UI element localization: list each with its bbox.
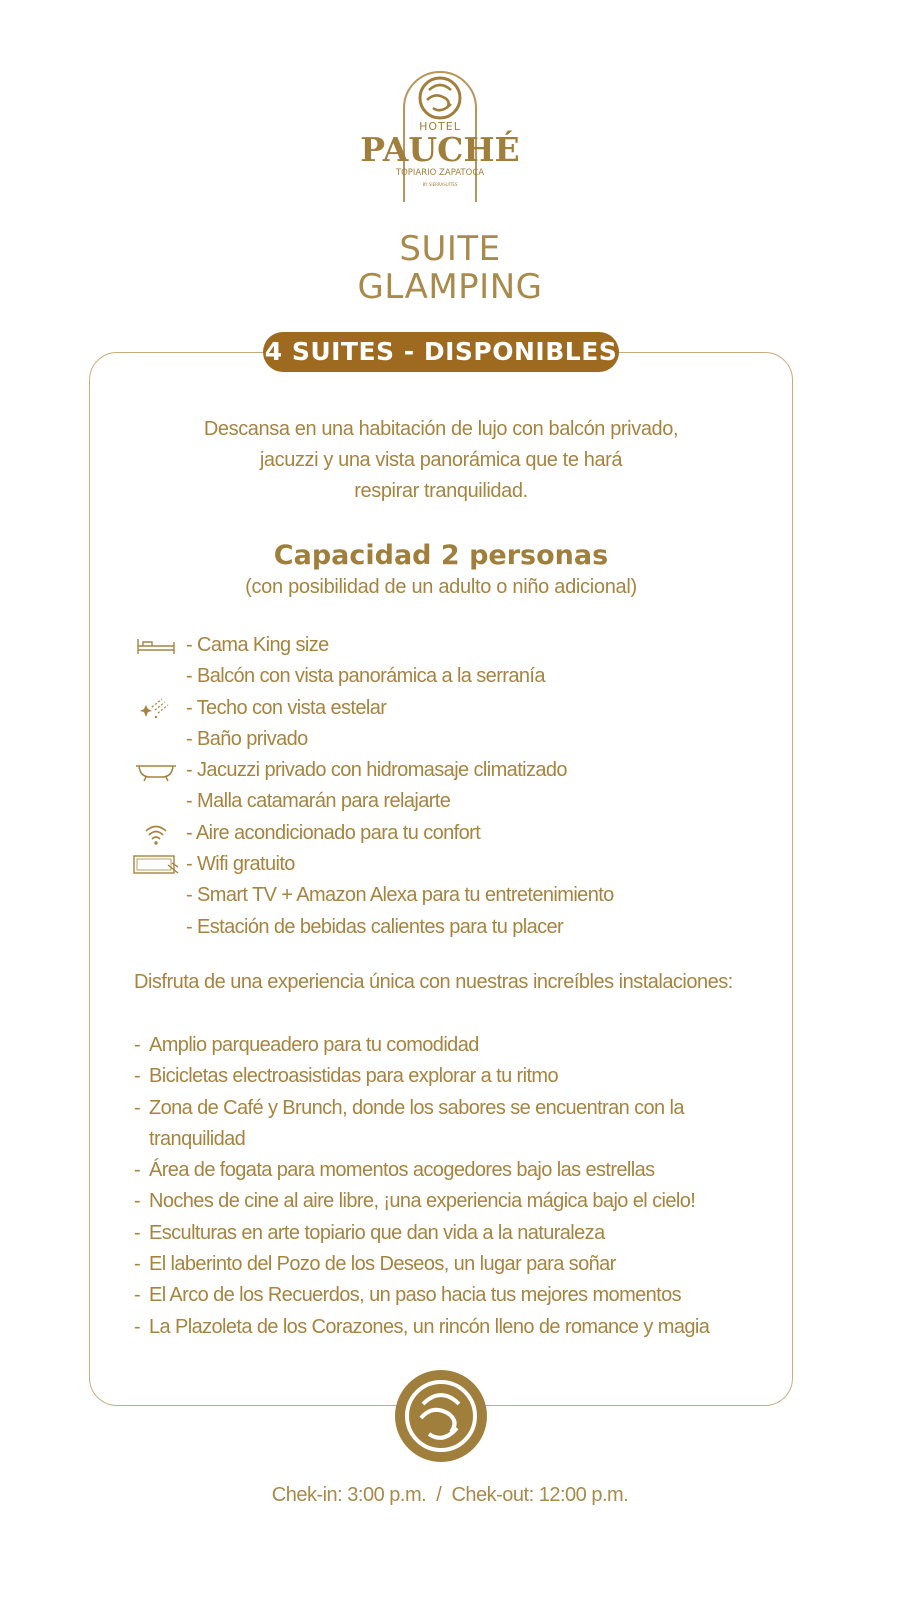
amenity-text: - Malla catamarán para relajarte xyxy=(186,790,451,813)
amenities-list xyxy=(130,630,770,943)
tv-icon xyxy=(132,853,180,877)
title-line-2: GLAMPING xyxy=(357,267,543,307)
svg-text:BY SIERRASUITES: BY SIERRASUITES xyxy=(422,182,458,187)
facility-item: - Bicicletas electroasistidas para explorar a tu ritmo xyxy=(134,1061,774,1092)
amenity-item xyxy=(130,786,770,817)
intro-line-3: respirar tranquilidad. xyxy=(354,480,528,502)
facility-item: - Área de fogata para momentos acogedores bajo las estrellas xyxy=(134,1155,774,1186)
checkin-checkout-times: Chek-in: 3:00 p.m. / Chek-out: 12:00 p.m. xyxy=(271,1484,629,1506)
amenity-text: - Baño privado xyxy=(186,727,308,750)
stars-icon xyxy=(132,697,180,721)
amenity-item xyxy=(130,818,770,849)
facility-item: - La Plazoleta de los Corazones, un rincón lleno de romance y magia xyxy=(134,1312,774,1343)
hotel-pauche-logo xyxy=(360,68,520,204)
bathtub-icon xyxy=(132,759,180,783)
amenity-text: - Aire acondicionado para tu confort xyxy=(186,821,481,844)
facility-item: - El laberinto del Pozo de los Deseos, un lugar para soñar xyxy=(134,1249,774,1280)
bed-icon xyxy=(132,634,180,658)
amenity-item xyxy=(130,630,770,661)
svg-text:HOTEL: HOTEL xyxy=(419,120,461,133)
facility-item: - Zona de Café y Brunch, donde los sabores se encuentran con la tranquilidad xyxy=(134,1093,774,1156)
amenity-text: - Jacuzzi privado con hidromasaje climatizado xyxy=(186,759,567,782)
title-line-1: SUITE xyxy=(399,229,501,269)
amenity-text: - Balcón con vista panorámica a la serranía xyxy=(186,665,545,688)
amenity-item xyxy=(130,661,770,692)
amenity-item xyxy=(130,693,770,724)
amenity-item xyxy=(130,849,770,880)
facility-item: - Noches de cine al aire libre, ¡una experiencia mágica bajo el cielo! xyxy=(134,1186,774,1217)
amenity-item xyxy=(130,912,770,943)
facility-item: - Esculturas en arte topiario que dan vida a la naturaleza xyxy=(134,1218,774,1249)
wifi-icon xyxy=(132,822,180,846)
svg-text:PAUCHÉ: PAUCHÉ xyxy=(360,130,520,169)
facility-item: - El Arco de los Recuerdos, un paso hacia tus mejores momentos xyxy=(134,1280,774,1311)
amenity-text: - Cama King size xyxy=(186,634,329,656)
facility-item: - Amplio parqueadero para tu comodidad xyxy=(134,1030,774,1061)
intro-line-1: Descansa en una habitación de lujo con balcón privado, xyxy=(203,418,679,440)
svg-text:TOPIARIO ZAPATOCA: TOPIARIO ZAPATOCA xyxy=(395,168,485,178)
intro-line-2: jacuzzi y una vista panorámica que te hará xyxy=(259,449,623,471)
amenity-text: - Techo con vista estelar xyxy=(186,696,387,719)
amenity-item xyxy=(130,880,770,911)
capacity-title: Capacidad 2 personas xyxy=(273,540,609,571)
amenity-text: - Smart TV + Amazon Alexa para tu entretenimiento xyxy=(186,884,614,907)
amenity-item xyxy=(130,755,770,786)
facilities-intro: Disfruta de una experiencia única con nuestras increíbles instalaciones: xyxy=(134,971,733,993)
amenity-text: - Estación de bebidas calientes para tu placer xyxy=(186,915,564,938)
amenity-item xyxy=(130,724,770,755)
emblem-logo xyxy=(393,1368,489,1464)
availability-badge: 4 SUITES - DISPONIBLES xyxy=(263,332,619,372)
amenity-text: - Wifi gratuito xyxy=(186,853,295,876)
capacity-subtitle: (con posibilidad de un adulto o niño adicional) xyxy=(245,576,637,598)
facilities-list xyxy=(134,1030,774,1343)
intro-text xyxy=(100,414,782,507)
page-title xyxy=(0,230,900,306)
